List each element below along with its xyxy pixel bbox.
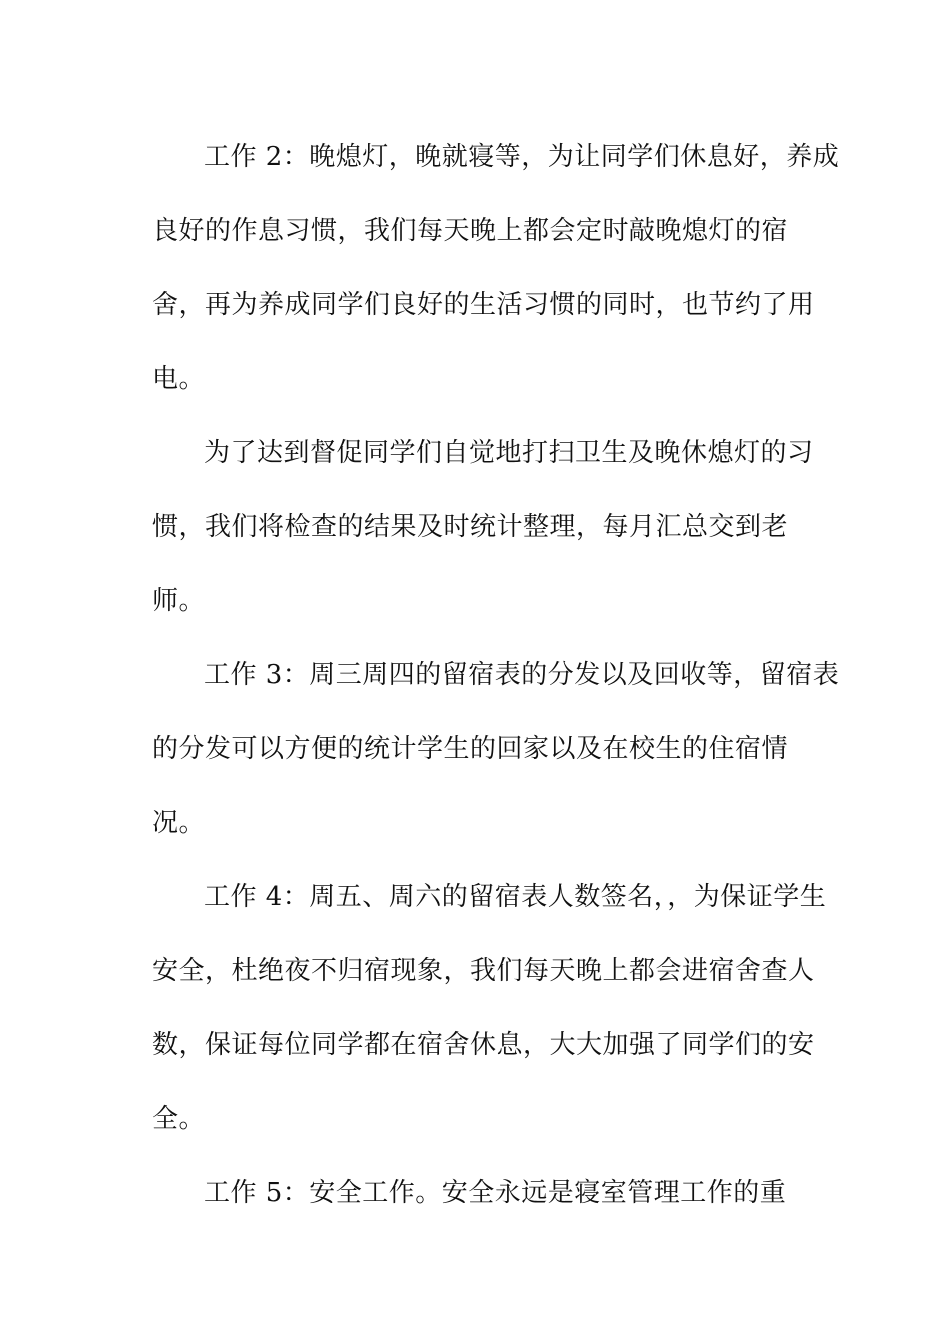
paragraph-line: 的分发可以方便的统计学生的回家以及在校生的住宿情 [152, 734, 789, 764]
paragraph-line: 电。 [152, 364, 206, 394]
paragraph-line: 全。 [152, 1104, 206, 1134]
paragraph-line: 为了达到督促同学们自觉地打扫卫生及晚休熄灯的习 [204, 438, 814, 468]
paragraph-line: 惯，我们将检查的结果及时统计整理，每月汇总交到老 [152, 512, 789, 542]
paragraph-line: 工作 2：晚熄灯，晚就寝等，为让同学们休息好，养成 [204, 142, 840, 172]
paragraph-line: 安全，杜绝夜不归宿现象，我们每天晚上都会进宿舍查人 [152, 956, 815, 986]
paragraph-line: 师。 [152, 586, 206, 616]
paragraph-line: 工作 5：安全工作。安全永远是寝室管理工作的重 [204, 1178, 787, 1208]
paragraph-line: 工作 4：周五、周六的留宿表人数签名，，为保证学生 [204, 882, 827, 912]
paragraph-line: 工作 3：周三周四的留宿表的分发以及回收等，留宿表 [204, 660, 840, 690]
paragraph-line: 舍，再为养成同学们良好的生活习惯的同时，也节约了用 [152, 290, 815, 320]
document-body [152, 120, 840, 1230]
paragraph-line: 况。 [152, 808, 206, 838]
paragraph-line: 数，保证每位同学都在宿舍休息，大大加强了同学们的安 [152, 1030, 815, 1060]
paragraph-line: 良好的作息习惯，我们每天晚上都会定时敲晚熄灯的宿 [152, 216, 789, 246]
